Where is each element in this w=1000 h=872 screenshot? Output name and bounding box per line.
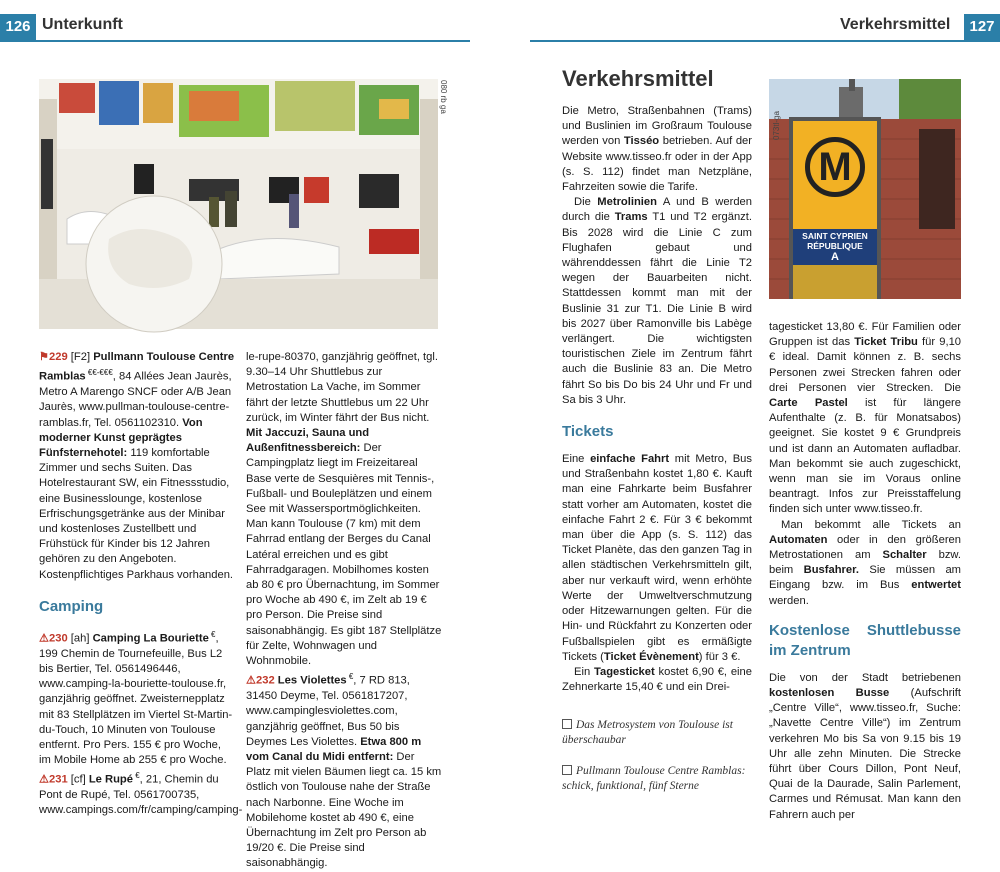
intro-paragraph — [562, 104, 752, 195]
left-column-1 — [39, 350, 243, 819]
caption-photo-icon-2 — [562, 765, 572, 775]
dayticket-name: Tagesticket — [593, 665, 655, 678]
bt-text-4: Sie müssen am Eingang bzw. im Bus — [769, 564, 962, 592]
family-ticket-paragraph — [769, 320, 961, 518]
bt-text-3: bzw. beim — [769, 549, 961, 577]
right-page-number: 127 — [964, 14, 1000, 40]
bt-text-2: oder in den größeren Metrostationen am — [769, 533, 961, 562]
caption-metro — [562, 718, 747, 748]
bt-busfahrer: Busfahrer. — [803, 564, 859, 577]
intro-text-1: Die Metro, Straßenbahnen (Trams) und Buslinien im Großraum Toulouse werden von — [562, 105, 752, 148]
hotel-highlight: Von moderner Kunst geprägtes Fünfsternehotel: — [39, 416, 203, 459]
hotel-description: 119 komfortable Zimmer und sechs Suiten. Das Hotelrestaurant SW, ein Fitnessstudio, eine Businesslounge, kostenlose Erfrischungsgetränke aus der Minibar und kostenloses Zustellbett und Frühstück für Kinder bis 12 Jahren gehören zu den Angeboten. Kostenpflichtiges Parkhaus vorhanden. — [39, 446, 234, 581]
tickets-single: einfache Fahrt — [590, 453, 670, 466]
dayticket-paragraph — [562, 665, 752, 695]
metro-trams: Trams — [614, 211, 648, 224]
bt-automaten: Automaten — [769, 533, 828, 546]
tickets-paragraph — [562, 452, 752, 665]
left-running-title: Unterkunft — [42, 16, 123, 33]
camping-232-entry — [246, 669, 442, 871]
metro-station-line2: RÉPUBLIQUE — [807, 241, 863, 251]
caption-hotel-text: Pullmann Toulouse Centre Ramblas: schick, funktional, fünf Sterne — [562, 765, 746, 792]
intro-text-2: betrieben. Auf der Website www.tisseo.fr oder in der App (s. S. 112) findet man Netzpläne, Fahrzeiten sowie die Tarife. — [562, 135, 752, 194]
camping-230-price: € — [208, 629, 216, 639]
camping-232-price: € — [346, 672, 354, 682]
bt-text-1: Man bekommt alle Tickets an — [781, 518, 961, 531]
metro-photo-credit: 073tl-ga — [772, 111, 781, 140]
tickets-text-2: mit Metro, Bus und Straßenbahn kostet 1,80 €. Kauft man eine Fahrkarte beim Busfahrer statt vorher am Automaten, kostet die einfache Fahrt 2 €. Für 3 € bekommt man über die App (s. S. 112) das Ticket Planète, das den ganzen Tag in allen städtischen Verkehrsmitteln gilt, aber nur verkauft wird, wenn erhöhte Werte der Umweltverschmutzung oder Hitzewarnungen gelten. Für die Hin- und Rückfahrt zu Konzerten oder Fußballspielen gibt es ermäßigte Tickets ( — [562, 453, 752, 663]
camping-230-entry — [39, 627, 235, 769]
left-column-2 — [246, 350, 442, 872]
camping-232-rest: Der Platz mit vielen Bäumen liegt ca. 15 km östlich von Toulouse nahe der Straße nach Narbonne. Eine Woche im Mobilehome kostet ab 490 €, eine Übernachtung im Zelt pro Person ab 19/20 €. Die Preise sind saisonabhängig. — [246, 751, 442, 870]
hotel-marker: ⚑229 — [39, 351, 68, 363]
camping-231-marker: ⚠231 — [39, 774, 68, 787]
camping-heading: Camping — [39, 597, 104, 615]
tickets-text-1: Eine — [562, 453, 591, 466]
camping-232-marker: ⚠232 — [246, 675, 275, 687]
ft-text-2: für 9,10 € ideal. Damit können z. B. sechs Personen zwei Strecken fahren oder drei Personen vier Strecken. Die — [769, 336, 962, 394]
shuttle-paragraph — [769, 671, 961, 823]
camping-231-entry — [39, 768, 243, 818]
caption-photo-icon — [562, 719, 572, 729]
hotel-entry — [39, 350, 235, 583]
hotel-grid-ref: [F2] — [67, 351, 94, 363]
hotel-photo-credit: 080 rb ga — [439, 80, 448, 114]
right-running-title: Verkehrsmittel — [840, 16, 951, 33]
camping-230-grid-ref: [ah] — [67, 632, 93, 645]
tickets-heading: Tickets — [562, 423, 614, 441]
metro-logo-icon: M — [805, 137, 865, 197]
camping-230-text: , 199 Chemin de Tournefeuille, Bus L2 bis Bertier, Tel. 0561496446, www.camping-la-bouriette-toulouse.fr, ganzjährig geöffnet. Zweisternepplatz mit 83 Stellplätzen im Viertel St-Martin-du-Touch, 10 Minuten von Toulouse entfernt. Pro Pers. 155 € pro Woche, im Mobile Home ab 255 € pro Woche. — [39, 632, 233, 767]
metro-text-1: Die — [574, 196, 598, 209]
camping-231-grid-ref: [cf] — [67, 774, 89, 787]
camping-231-desc: Der Campingplatz liegt im Freizeitareal Base verte de Sesquières mit Tennis-, Fußball- und Bouleplätzen und einem See mit Wassersportmöglichkeiten. Man kann Toulouse (7 km) mit dem Fahrrad entlang der Berges du Canal Latéral erreichen und es gibt Fahrradgaragen. Mobilhomes kosten ab 80 € pro Übernachtung, im Sommer pro Woche ab 490 €, im Zelt ab 19 € pro Person. Die Preise sind saisonabhängig. Es gibt 187 Stellplätze für Zelte, Wohnwagen und Wohnmobile. — [246, 442, 442, 668]
metro-sign-illustration — [769, 79, 961, 299]
camping-230-name: Camping La Bouriette — [92, 632, 209, 645]
metro-text-3: T1 und T2 ergänzt. Bis 2028 wird die Linie C zum Flughafen gebaut und währenddessen fährt die Linie T2 wegen der Bauarbeiten nicht. Stattdessen kommt man mit der Buslinie 31 zur T1. Die Linie B wird bis 2027 über Ramonville bis Labège verlängert. Die wichtigsten touristischen Ziele im Zentrum fährt auch die Buslinie 83 an. Die Metro fährt So bis Do bis 24 Uhr und Fr und Sa bis 3 Uhr. — [562, 211, 752, 406]
shuttle-text-1: Die von der Stadt betriebenen — [769, 671, 961, 684]
ft-tribu: Ticket Tribu — [854, 336, 918, 349]
camping-231-cont-text: le-rupe-80370, ganzjährig geöffnet, tgl. 9.30–14 Uhr Shuttlebus zur Metrostation La Vache, im Sommer fährt der letzte Shuttlebus um 22 Uhr zurück, im Winter fährt der Bus nicht. — [246, 351, 438, 424]
camping-231-continued — [246, 350, 442, 669]
dayticket-text-2: kostet 6,90 €, eine Zehnerkarte 15,40 € und ein Drei- — [562, 665, 752, 694]
camping-230-marker: ⚠230 — [39, 632, 68, 645]
camping-231-name: Le Rupé — [88, 774, 133, 787]
camping-231-text: , 21, Chemin du Pont de Rupé, Tel. 0561700735, www.campings.com/fr/camping/camping- — [39, 774, 243, 817]
metro-sign-photo — [769, 79, 961, 299]
metro-station-line1: SAINT CYPRIEN — [802, 231, 868, 241]
metro-station-name — [793, 231, 877, 264]
hotel-price: €€-€€€ — [85, 368, 113, 378]
shuttle-free-buses: kostenlosen Busse — [769, 687, 890, 700]
metro-text-2: A und B werden durch die — [562, 196, 752, 224]
tickets-event: Ticket Évènement — [603, 650, 699, 663]
tickets-text-3: ) für 3 €. — [698, 650, 741, 663]
bt-text-5: werden. — [769, 594, 809, 607]
left-page-number: 126 — [0, 14, 36, 40]
metro-line-letter: A — [831, 251, 839, 263]
ft-pastel: Carte Pastel — [769, 397, 848, 410]
camping-232-name: Les Violettes — [274, 675, 347, 687]
metro-lines: Metrolinien — [597, 196, 657, 209]
right-header-rule — [530, 40, 1000, 42]
metro-paragraph — [562, 195, 752, 408]
hotel-name: Pullmann Toulouse Centre Ramblas — [39, 351, 235, 383]
caption-hotel — [562, 764, 747, 794]
camping-232-text: , 7 RD 813, 31450 Deyme, Tel. 0561817207, www.campinglesviolettes.com, ganzjährig geöffnet, Bus 50 bis Deymes Les Violettes. — [246, 675, 410, 748]
camping-232-highlight: Etwa 800 m vom Canal du Midi entfernt: — [246, 735, 422, 764]
shuttle-heading: Kostenlose Shuttlebusse im Zentrum — [769, 621, 961, 659]
bt-entwertet: entwertet — [911, 579, 961, 592]
ft-text-1: tagesticket 13,80 €. Für Familien oder Gruppen ist das — [769, 321, 961, 349]
left-header-rule — [0, 40, 470, 42]
hotel-lobby-photo — [39, 79, 438, 329]
hotel-lobby-illustration — [39, 79, 438, 329]
caption-metro-text: Das Metrosystem von Toulouse ist überschaubar — [562, 719, 733, 746]
shuttle-text-2: (Aufschrift „Centre Ville“, www.tisseo.fr, Suche: „Navette Centre Ville“) im Zentrum verkehren Mo bis Sa von 9.15 bis 19 Uhr alle zehn Minuten. Die Strecke führt über Cours Dillon, Pont Neuf, Quai de la Daurade, Salin Parlement, Carmes und Rémusat. Man kann den Fahrern auch per — [769, 687, 961, 821]
intro-tisseo: Tisséo — [623, 135, 660, 148]
bt-schalter: Schalter — [882, 549, 927, 562]
camping-231-price: € — [132, 771, 140, 781]
camping-231-highlight: Mit Jaccuzi, Sauna und Außenfitnessbereich: — [246, 427, 370, 455]
dayticket-text-1: Ein — [574, 665, 594, 678]
hotel-address: , 84 Allées Jean Jaurès, Metro A Marengo SNCF oder A/B Jean Jaurès, www.pullman-toulouse-centre-ramblas.fr, Tel. 0561102310. — [39, 370, 232, 429]
buy-tickets-paragraph — [769, 518, 961, 609]
ft-text-3: ist für längere Aufenthalte (z. B. für Monatsabos) geeignet. Sie kostet 9 € Grundpreis und ist dann an Automaten aufladbar. Man bekommt sie auch zugeschickt, wenn man sie im Voraus online beantragt. Infos zur Preisstaffelung finden sich unter www.tisseo.fr. — [769, 397, 961, 516]
section-heading-verkehrsmittel: Verkehrsmittel — [562, 66, 714, 91]
right-column-1 — [562, 104, 752, 695]
right-column-2 — [769, 320, 961, 823]
